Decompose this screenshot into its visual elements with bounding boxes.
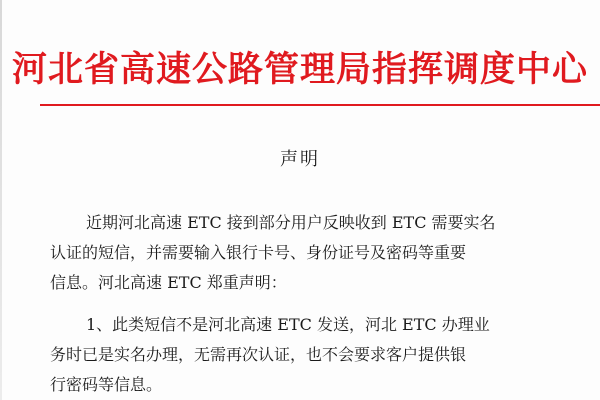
document-heading: 声明 — [280, 149, 320, 170]
document-body — [50, 208, 560, 400]
letterhead-title: 河北省高速公路管理局指挥调度中心 — [11, 49, 588, 90]
item-1-line-1: 1、此类短信不是河北高速 ETC 发送，河北 ETC 办理业 — [86, 315, 490, 334]
paragraph-gap — [50, 298, 560, 310]
paragraph-1-line-3: 信息。河北高速 ETC 郑重声明： — [50, 273, 287, 292]
paragraph-1-line-1: 近期河北高速 ETC 接到部分用户反映收到 ETC 需要实名 — [86, 213, 496, 232]
paragraph-1-line-2: 认证的短信，并需要输入银行卡号、身份证号及密码等重要 — [50, 243, 467, 262]
item-1-line-3: 行密码等信息。 — [50, 375, 163, 394]
item-1-line-2: 务时已是实名办理，无需再次认证，也不会要求客户提供银 — [50, 345, 467, 364]
letterhead-red-rule — [40, 104, 600, 106]
